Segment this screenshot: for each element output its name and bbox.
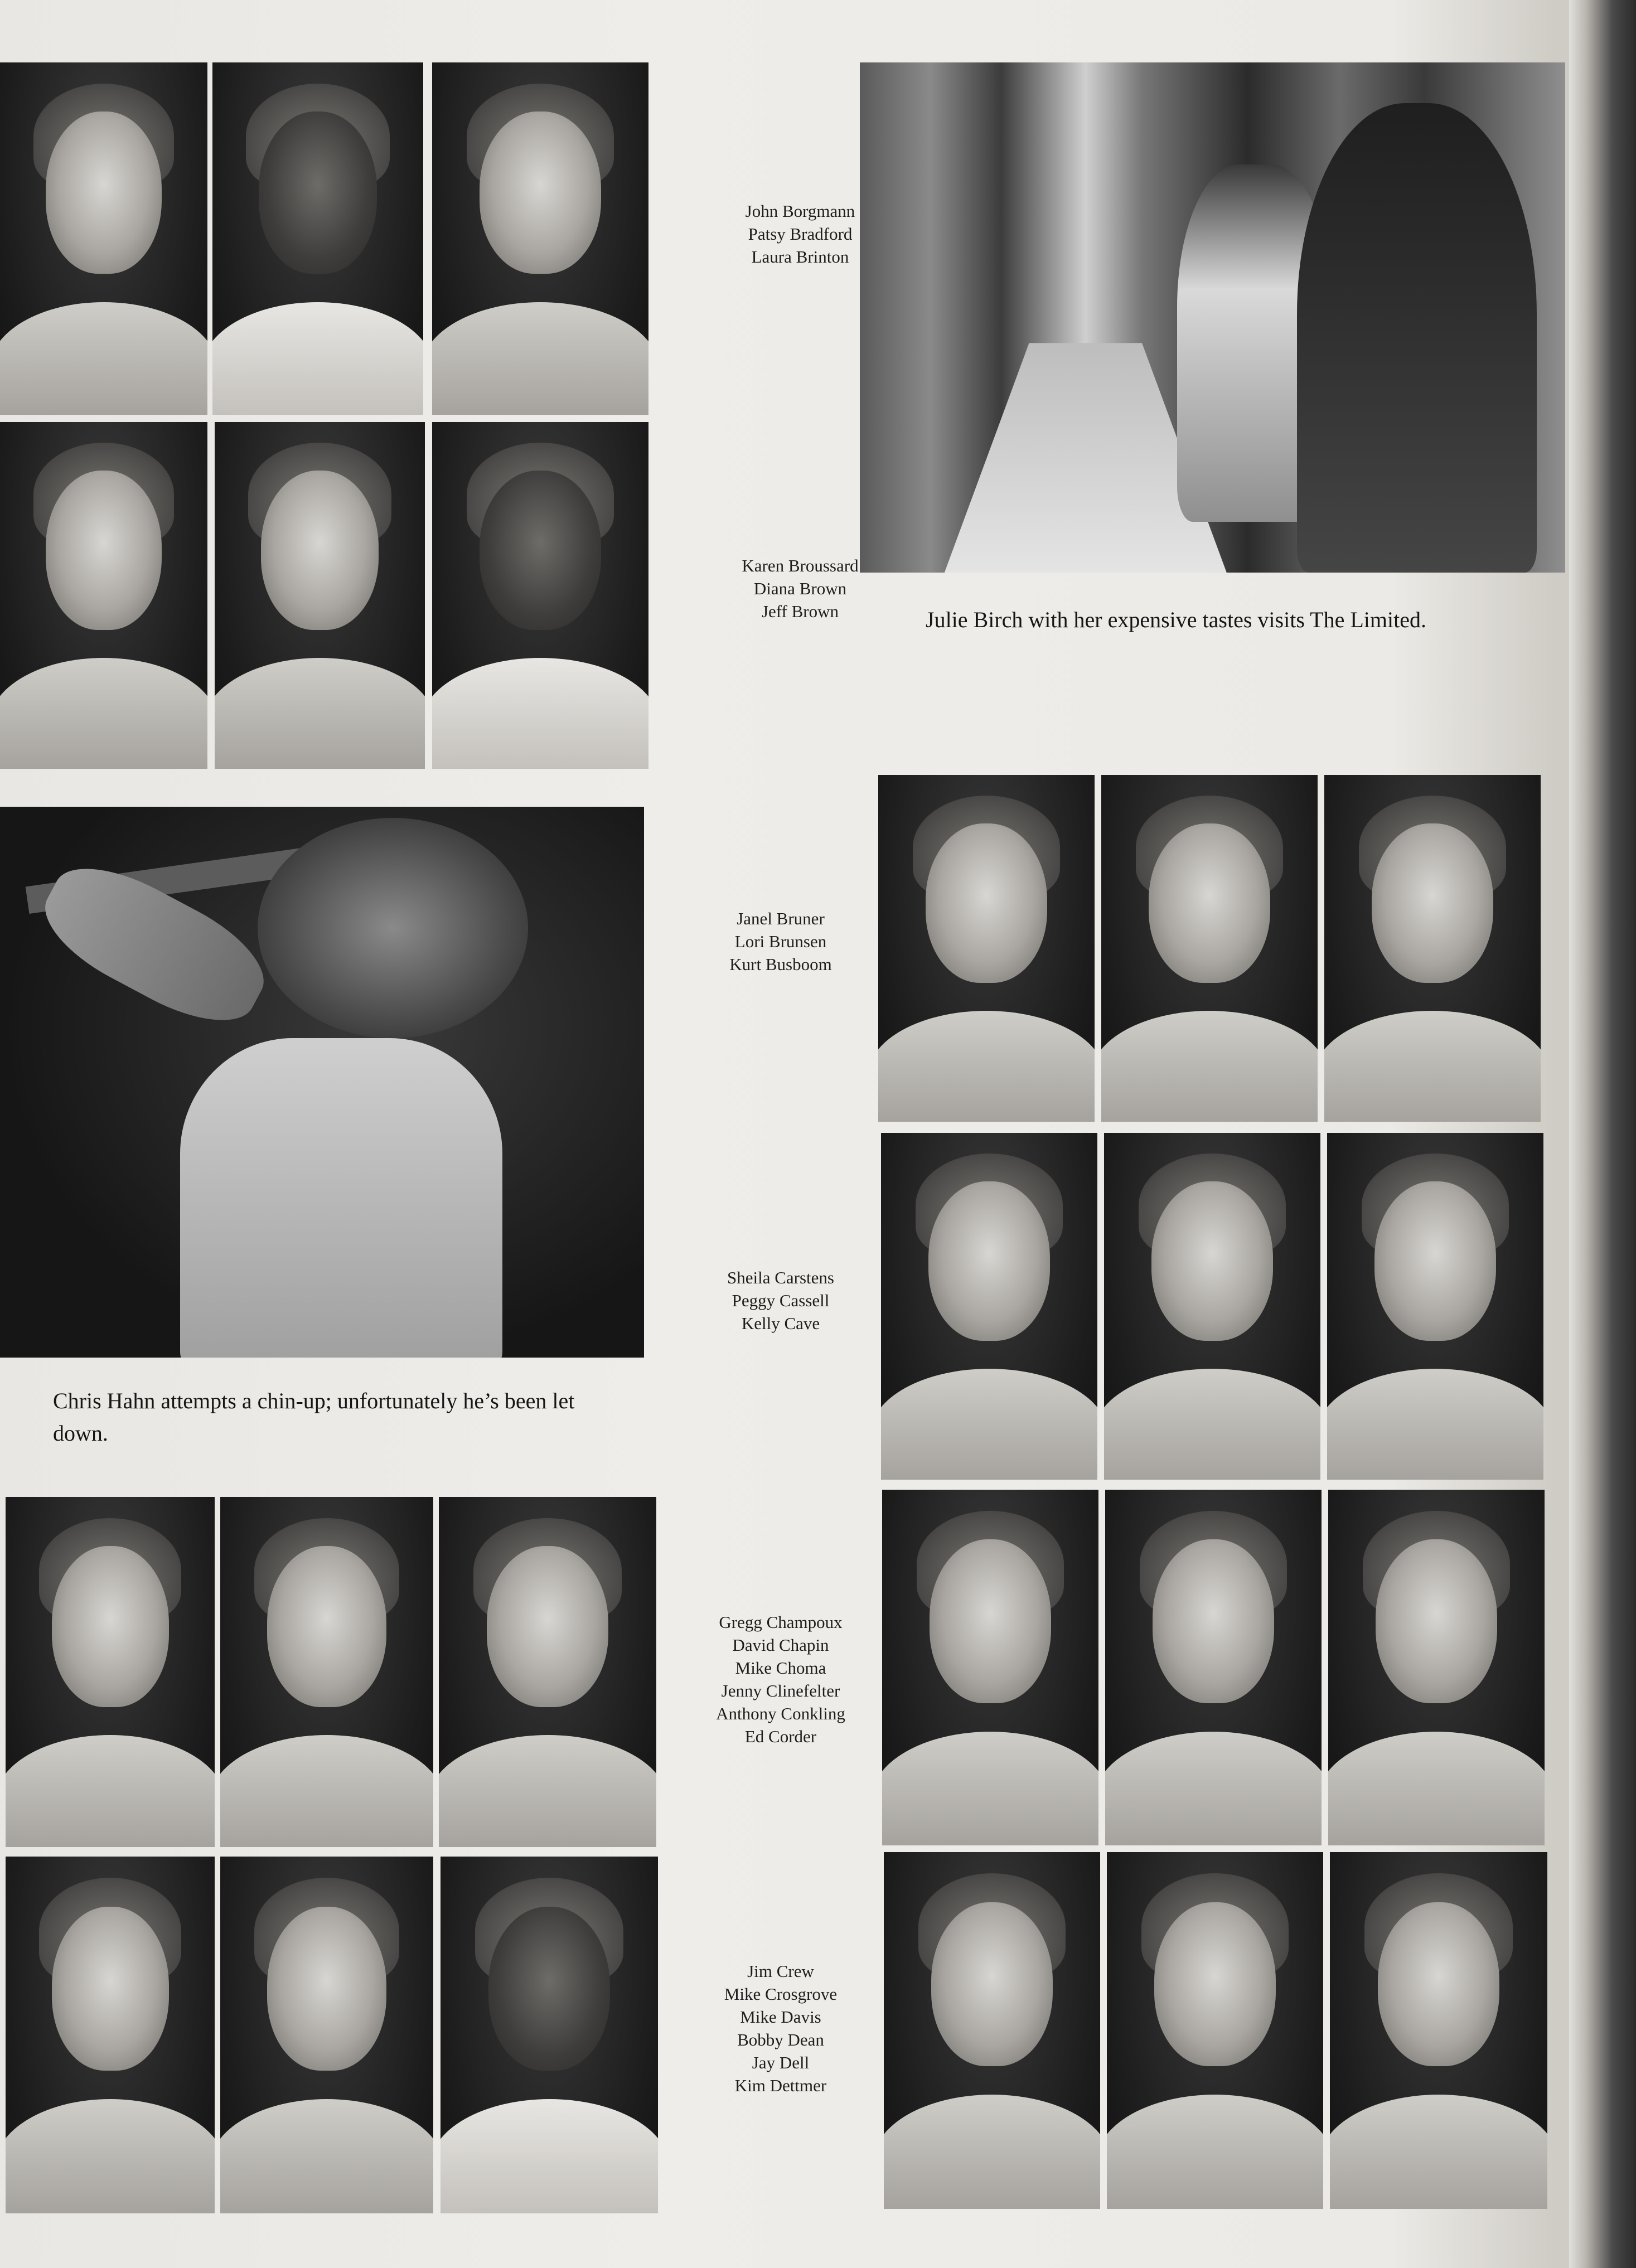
portrait-photo (220, 1497, 433, 1847)
portrait-photo (441, 1857, 658, 2213)
portrait-photo (432, 62, 648, 415)
portrait-photo (1107, 1852, 1323, 2209)
student-name: Mike Crosgrove (724, 1984, 838, 2004)
student-name: Mike Choma (735, 1658, 826, 1678)
student-name: Janel Bruner (737, 909, 825, 928)
student-name: Jenny Clinefelter (721, 1681, 840, 1700)
portrait-photo (439, 1497, 656, 1847)
portrait-photo (1324, 775, 1541, 1122)
student-name: Sheila Carstens (727, 1268, 834, 1287)
student-name: Patsy Bradford (748, 224, 853, 244)
candid-photo-chinup (0, 807, 644, 1358)
book-binding (1597, 0, 1636, 2268)
name-list (697, 907, 864, 976)
student-name: Kurt Busboom (729, 954, 832, 974)
student-name: Anthony Conkling (716, 1704, 845, 1723)
portrait-photo (0, 62, 207, 415)
student-name: Bobby Dean (737, 2030, 824, 2049)
portrait-photo (0, 422, 207, 769)
portrait-photo (432, 422, 648, 769)
student-name: Jim Crew (747, 1961, 814, 1981)
name-list (717, 200, 884, 268)
name-list (697, 1611, 864, 1748)
name-list (697, 1960, 864, 2097)
page-edge (1569, 0, 1597, 2268)
portrait-photo (884, 1852, 1100, 2209)
student-name: Ed Corder (744, 1727, 817, 1746)
portrait-photo (881, 1133, 1097, 1480)
portrait-photo (215, 422, 425, 769)
portrait-photo (6, 1857, 215, 2213)
portrait-photo (1101, 775, 1318, 1122)
student-name: Peggy Cassell (732, 1291, 830, 1310)
student-name: Lori Brunsen (734, 932, 827, 951)
student-name: Karen Broussard (742, 556, 859, 575)
portrait-photo (6, 1497, 215, 1847)
portrait-photo (1327, 1133, 1543, 1480)
student-name: Mike Davis (740, 2007, 821, 2027)
student-name: David Chapin (732, 1635, 829, 1655)
portrait-photo (1328, 1490, 1545, 1845)
student-name: Laura Brinton (751, 247, 849, 266)
portrait-photo (1105, 1490, 1322, 1845)
portrait-photo (212, 62, 423, 415)
photo-caption: Chris Hahn attempts a chin-up; unfortunately he’s been let down. (53, 1388, 575, 1446)
student-name: Jay Dell (752, 2053, 810, 2072)
portrait-photo (1104, 1133, 1320, 1480)
candid-photo-store (860, 62, 1565, 573)
portrait-photo (220, 1857, 433, 2213)
student-name: Jeff Brown (761, 602, 839, 621)
photo-caption: Julie Birch with her expensive tastes visits The Limited. (926, 607, 1426, 632)
portrait-photo (882, 1490, 1098, 1845)
portrait-photo (1330, 1852, 1547, 2209)
name-list (717, 554, 884, 623)
student-name: Gregg Champoux (719, 1612, 843, 1632)
student-name: Kelly Cave (741, 1314, 820, 1333)
student-name: John Borgmann (745, 201, 855, 221)
portrait-photo (878, 775, 1095, 1122)
student-name: Diana Brown (753, 579, 847, 598)
name-list (697, 1266, 864, 1335)
student-name: Kim Dettmer (734, 2076, 827, 2095)
